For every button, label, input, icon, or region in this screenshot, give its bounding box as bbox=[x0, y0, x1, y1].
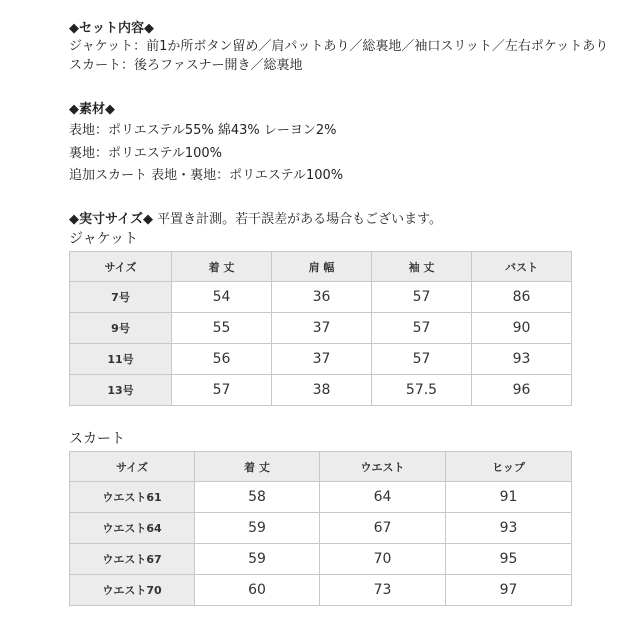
skirt-length-cell: 59 bbox=[195, 544, 320, 575]
table-row bbox=[70, 575, 572, 606]
skirt-length-cell: 59 bbox=[195, 513, 320, 544]
skirt-header-length: 着 丈 bbox=[195, 452, 320, 482]
skirt-hip-cell: 97 bbox=[446, 575, 572, 606]
size-heading: ◆実寸サイズ◆ bbox=[69, 212, 153, 227]
table-row bbox=[70, 544, 572, 575]
jacket-size-cell: 9号 bbox=[70, 313, 172, 344]
jacket-shoulder-cell: 36 bbox=[272, 282, 372, 313]
jacket-shoulder-cell: 38 bbox=[272, 375, 372, 406]
skirt-size-cell: ウエスト61 bbox=[70, 482, 195, 513]
skirt-hip-cell: 93 bbox=[446, 513, 572, 544]
skirt-header-waist: ウエスト bbox=[320, 452, 446, 482]
jacket-sleeve-cell: 57 bbox=[372, 344, 472, 375]
size-heading-line bbox=[69, 211, 442, 228]
table-row bbox=[70, 344, 572, 375]
jacket-header-bust: バスト bbox=[472, 252, 572, 282]
jacket-shoulder-cell: 37 bbox=[272, 344, 372, 375]
skirt-size-table bbox=[69, 451, 572, 606]
jacket-header-shoulder: 肩 幅 bbox=[272, 252, 372, 282]
skirt-hip-cell: 95 bbox=[446, 544, 572, 575]
skirt-waist-cell: 73 bbox=[320, 575, 446, 606]
skirt-size-cell: ウエスト70 bbox=[70, 575, 195, 606]
material-outer: 表地：ポリエステル55% 綿43% レーヨン2% bbox=[69, 123, 337, 138]
skirt-header-hip: ヒップ bbox=[446, 452, 572, 482]
size-note: 平置き計測。若干誤差がある場合もございます。 bbox=[152, 212, 443, 227]
table-row bbox=[70, 375, 572, 406]
jacket-bust-cell: 93 bbox=[472, 344, 572, 375]
skirt-length-cell: 60 bbox=[195, 575, 320, 606]
skirt-length-cell: 58 bbox=[195, 482, 320, 513]
jacket-bust-cell: 96 bbox=[472, 375, 572, 406]
skirt-waist-cell: 64 bbox=[320, 482, 446, 513]
table-row bbox=[70, 513, 572, 544]
jacket-header-size: サイズ bbox=[70, 252, 172, 282]
skirt-hip-cell: 91 bbox=[446, 482, 572, 513]
jacket-bust-cell: 86 bbox=[472, 282, 572, 313]
jacket-size-cell: 11号 bbox=[70, 344, 172, 375]
skirt-size-cell: ウエスト64 bbox=[70, 513, 195, 544]
skirt-table-title: スカート bbox=[69, 431, 125, 447]
jacket-length-cell: 56 bbox=[172, 344, 272, 375]
jacket-sleeve-cell: 57 bbox=[372, 282, 472, 313]
jacket-table-title: ジャケット bbox=[69, 231, 139, 247]
skirt-header-size: サイズ bbox=[70, 452, 195, 482]
jacket-length-cell: 55 bbox=[172, 313, 272, 344]
table-row bbox=[70, 482, 572, 513]
jacket-length-cell: 57 bbox=[172, 375, 272, 406]
set-skirt-text: スカート：後ろファスナー開き／総裏地 bbox=[69, 58, 303, 73]
material-lining: 裏地：ポリエステル100% bbox=[69, 146, 222, 161]
skirt-waist-cell: 70 bbox=[320, 544, 446, 575]
jacket-sleeve-cell: 57 bbox=[372, 313, 472, 344]
jacket-size-cell: 13号 bbox=[70, 375, 172, 406]
table-row bbox=[70, 313, 572, 344]
skirt-size-cell: ウエスト67 bbox=[70, 544, 195, 575]
jacket-size-cell: 7号 bbox=[70, 282, 172, 313]
jacket-sleeve-cell: 57.5 bbox=[372, 375, 472, 406]
jacket-header-sleeve: 袖 丈 bbox=[372, 252, 472, 282]
table-row bbox=[70, 282, 572, 313]
jacket-header-length: 着 丈 bbox=[172, 252, 272, 282]
jacket-shoulder-cell: 37 bbox=[272, 313, 372, 344]
jacket-bust-cell: 90 bbox=[472, 313, 572, 344]
jacket-length-cell: 54 bbox=[172, 282, 272, 313]
material-extra: 追加スカート 表地・裏地：ポリエステル100% bbox=[69, 168, 344, 183]
set-jacket-text: ジャケット：前1か所ボタン留め／肩パットあり／総裏地／袖口スリット／左右ポケットあり bbox=[69, 39, 609, 54]
jacket-size-table bbox=[69, 251, 572, 406]
set-heading: ◆セット内容◆ bbox=[69, 21, 154, 36]
skirt-waist-cell: 67 bbox=[320, 513, 446, 544]
material-heading: ◆素材◆ bbox=[69, 102, 115, 117]
